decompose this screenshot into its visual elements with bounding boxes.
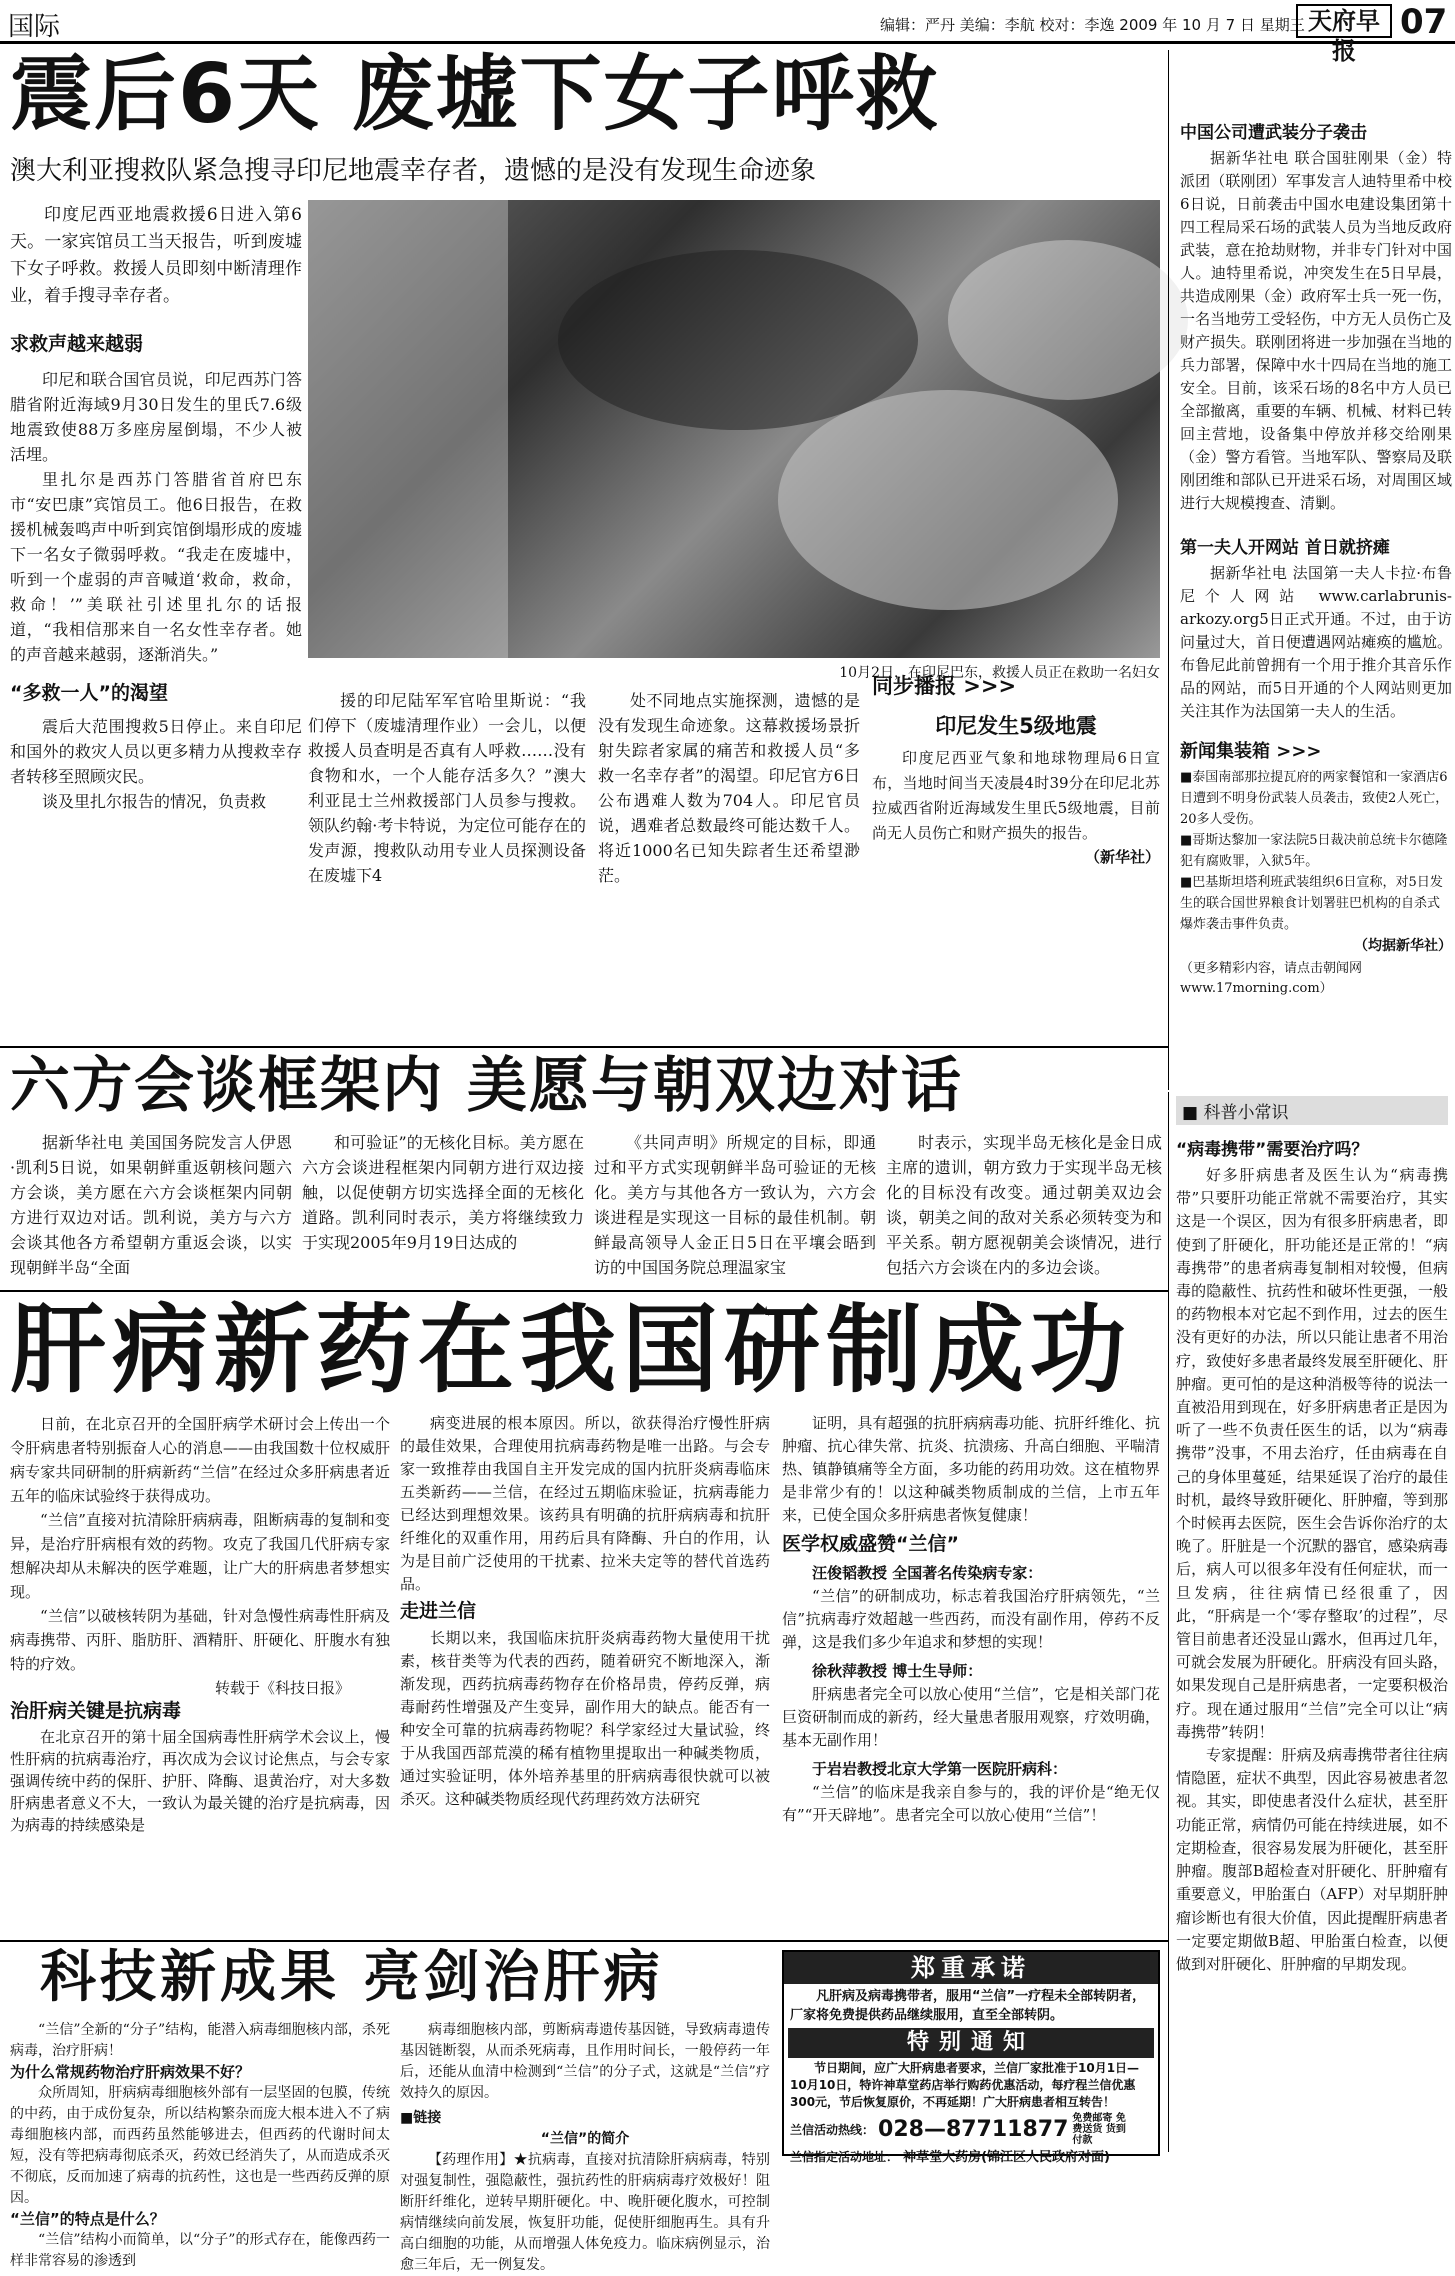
story1-col2 [308,688,586,1038]
sync-source: （新华社） [1084,848,1160,866]
story2-col3 [594,1130,876,1280]
newspaper-logo: 天府早报 [1296,4,1392,38]
ad2-headline: 科技新成果 亮剑治肝病 [40,1945,664,2010]
ad2-col2 [400,2020,770,2273]
address-text: 神草堂大药房(锦江区人民政府对面) [903,2150,1110,2165]
story1-p1: 印尼和联合国官员说，印尼西苏门答腊省附近海域9月30日发生的里氏7.6级地震致使88万多座房屋倒塌，不少人被活埋。 [10,370,302,464]
story2-col1 [10,1130,292,1280]
news-box-item: ■哥斯达黎加一家法院5日裁决前总统卡尔德隆犯有腐败罪，入狱5年。 [1180,833,1448,869]
sidebar-body-1: 据新华社电 联合国驻刚果（金）特派团（联刚团）军事发言人迪特里希中校6日说，日前袭击中国水电建设集团第十四工程局采石场的武装人员为当地反政府武装，意在抢劫财物，并非专门针对中国人。迪特里希说，冲突发生在5日早晨，共造成刚果（金）政府军士兵一死一伤，一名当地劳工受轻伤，中方无人员伤亡及财产损失。联刚团将进一步加强在当地的兵力部署，保障中水十四局在当地的施工安全。目前，该采石场的8名中方人员已全部撤离，重要的车辆、机械、材料已转回主营地，设备集中停放并移交给刚果（金）警方看管。当地军队、警察局及联刚团维和部队已开进采石场，对周围区域进行大规模搜查、清剿。 [1180,149,1452,512]
ad1-lead [10,1412,390,1702]
address-row [784,2146,1158,2165]
ad2-a2: “兰信”结构小而简单，以“分子”的形式存在，能像西药一样非常容易的渗透到 [10,2232,390,2269]
ad1-lead-3: “兰信”以破核转阴为基础，针对急慢性病毒性肝病及病毒携带、丙肝、脂肪肝、酒精肝、肝硬化、肝腹水有独特的疗效。 [10,1607,390,1673]
expert-1-name: 汪俊韬教授 全国著名传染病专家： [812,1564,1043,1582]
ad2-col2-text: 病毒细胞核内部，剪断病毒遗传基因链，导致病毒遗传基因链断裂，从而杀死病毒，且作用时间长，一般停药一年后，还能从血清中检测到“兰信”的分子式，这就是“兰信”疗效持久的原因。 [400,2022,770,2101]
story1-col1 [10,202,302,1042]
section-name: 国际 [8,12,61,42]
sync-body: 印度尼西亚气象和地球物理局6日宣布，当地时间当天凌晨4时39分在印尼北苏拉威西省附近海域发生里氏5级地震，目前尚无人员伤亡和财产损失的报告。 [872,749,1160,842]
notice-body: 节日期间，应广大肝病患者要求，兰信厂家批准于10月1日—10月10日，特许神草堂药店举行购药优惠活动，每疗程兰信优惠300元，节后恢复原价，不再延期！广大肝病患者相互转告！ [790,2061,1140,2109]
hotline-number[interactable]: 028—87711877 [878,2117,1069,2142]
hotline-note: 免费邮寄 免费送货 货到付款 [1072,2113,1126,2146]
story1-deck: 澳大利亚搜救队紧急搜寻印尼地震幸存者，遗憾的是没有发现生命迹象 [10,156,817,186]
page-number: 07 [1400,2,1448,42]
story2-col1-text: 据新华社电 美国国务院发言人伊恩·凯利5日说，如果朝鲜重返朝核问题六方会谈，美方愿在六方会谈框架内同朝方进行双边对话。凯利说，美方与六方会谈其他各方希望朝方重返会谈，以实现朝鲜半岛“全面 [10,1133,292,1277]
ad1-col1-text: 在北京召开的第十届全国病毒性肝病学术会议上，慢性肝病的抗病毒治疗，再次成为会议讨论焦点，与会专家强调传统中药的保肝、护肝、降酶、退黄治疗，对大多数肝病患者意义不大，一致认为最关键的治疗是抗病毒，因为病毒的持续感染是 [10,1728,390,1834]
ad2-divider [0,1940,1168,1942]
promo-body: 凡肝病及病毒携带者，服用“兰信”一疗程未全部转阴者，厂家将免费提供药品继续服用，直至全部转阴。 [790,1989,1146,2023]
sidebar [1180,118,1452,1078]
sidebar-title-1: 中国公司遭武装分子袭击 [1180,123,1367,143]
expert-2-quote: 肝病患者完全可以放心使用“兰信”，它是相关部门花巨资研制而成的新药，经大量患者服用观察，疗效明确，基本无副作用！ [782,1685,1160,1749]
ad2-q2: “兰信”的特点是什么？ [10,2210,165,2228]
sidebar-divider [1168,50,1169,1090]
story1-p2: 里扎尔是西苏门答腊省首府巴东市“安巴康”宾馆员工。他6日报告，在救援机械轰鸣声中听到宾馆倒塌形成的废墟下一名女子微弱呼救。“我走在废墟中，听到一个虚弱的声音喊道‘救命，救命，救命！’”美联社引述里扎尔的话报道，“我相信那来自一名女性幸存者。她的声音越来越弱，逐渐消失。” [10,470,302,664]
science-label: ■ 科普小常识 [1176,1096,1448,1125]
news-box-item: ■泰国南部那拉提瓦府的两家餐馆和一家酒店6日遭到不明身份武装人员袭击，致使2人死亡，20多人受伤。 [1180,770,1449,827]
story1-sub1: 求救声越来越弱 [10,333,144,355]
science-body: 好多肝病患者及医生认为“病毒携带”只要肝功能正常就不需要治疗，其实这是一个误区，因为有很多肝病患者，即使到了肝硬化，肝功能还是正常的！“病毒携带”的患者病毒复制相对较慢，但病毒的隐蔽性、抗药性和破坏性更强，一般的药物根本对它起不到作用，过去的医生没有更好的办法，所以只能让患者不用治疗，致使好多患者最终发展至肝硬化、肝肿瘤。更可怕的是这种消极等待的说法一直被沿用到现在，好多肝病患者正是因为听了一些不负责任医生的话，以为“病毒携带”没事，不用去治疗，任由病毒在自己的身体里蔓延，结果延误了治疗的最佳时机，最终导致肝硬化、肝肿瘤，等到那个时候再去医院，医生会告诉你治疗的太晚了。肝脏是一个沉默的器官，感染病毒后，病人可以很多年没有任何症状，而一旦发病，往往病情已经很重了，因此，“肝病是一个‘零存整取’的过程”，尽管目前患者还没显山露水，但再过几年，可就会发展为肝硬化。肝病没有回头路，如果发现自己是肝病患者，一定要积极治疗。现在通过服用“兰信”完全可以让“病毒携带”转阴！ [1176,1166,1448,1741]
story1-lead: 印度尼西亚地震救援6日进入第6天。一家宾馆员工当天报告，听到废墟下女子呼救。救援人员即刻中断清理作业，着手搜寻幸存者。 [10,205,302,306]
ad2-col1 [10,2020,390,2269]
story2-col4-text: 时表示，实现半岛无核化是金日成主席的遗训，朝方致力于实现半岛无核化的目标没有改变。通过朝美双边会谈，朝美之间的敌对关系必须转变为和平关系。朝方愿视朝美会谈情况，进行包括六方会谈在内的多边会谈。 [886,1133,1162,1277]
ad1-sub1: 治肝病关键是抗病毒 [10,1700,182,1722]
story1-sub2: “多救一人”的渴望 [10,682,168,704]
story2-headline: 六方会谈框架内 美愿与朝双边对话 [10,1051,963,1121]
ad1-col3-text: 证明，具有超强的抗肝病病毒功能、抗肝纤维化、抗肿瘤、抗心律失常、抗炎、抗溃疡、升高白细胞、平喘清热、镇静镇痛等全方面，多功能的药用功效。这在植物界是非常少有的！以这种碱类物质制成的兰信，上市五年来，已使全国众多肝病患者恢复健康！ [782,1414,1160,1524]
expert-3-name: 于岩岩教授北京大学第一医院肝病科： [812,1760,1068,1778]
address-label: 兰信指定活动地址： [790,2150,899,2164]
editor-credits: 编辑：严丹 美编：李航 校对：李逸 2009 年 10 月 7 日 星期三 [880,16,1305,34]
expert-2-name: 徐秋萍教授 博士生导师： [812,1662,983,1680]
expert-1-quote: “兰信”的研制成功，标志着我国治疗肝病领先，“兰信”抗病毒疗效超越一些西药，而没有副作用，停药不反弹，这是我们多少年追求和梦想的实现！ [782,1587,1160,1651]
sync-title: 印尼发生5级地震 [935,714,1097,738]
sync-label: 同步播报 >>> [872,674,1017,698]
ad1-sub3: 医学权威盛赞“兰信” [782,1533,959,1555]
story2-col2 [302,1130,584,1280]
more-content-link[interactable]: （更多精彩内容，请点击朝闻网 www.17morning.com） [1180,961,1363,996]
news-box-item: ■巴基斯坦塔利班武装组织6日宣称，对5日发生的联合国世界粮食计划署驻巴机构的自杀式爆炸袭击事件负责。 [1180,875,1443,932]
ad1-col2-more: 长期以来，我国临床抗肝炎病毒药物大量使用干扰素，核苷类等为代表的西药，随着研究不断地深入，渐渐发现，西药抗病毒药物存在价格昂贵，停药反弹，病毒耐药性增强及产生变异，副作用大的缺点。能否有一种安全可靠的抗病毒药物呢？科学家经过大量试验，终于从我国西部荒漠的稀有植物里提取出一种碱类物质，通过实验证明，体外培养基里的肝病病毒很快就可以被杀灭。这种碱类物质经现代药理药效方法研究 [400,1629,770,1808]
story1-p4: 谈及里扎尔报告的情况，负责救 [42,792,267,811]
story1-p3: 震后大范围搜救5日停止。来自印尼和国外的救灾人员以更多精力从搜救幸存者转移至照顾灾民。 [10,717,302,786]
phone-row [784,2113,1158,2146]
photo-illustration [308,200,1160,658]
news-box-title: 新闻集装箱 >>> [1180,741,1322,762]
promo-title: 郑重承诺 [784,1952,1158,1984]
hotline-label: 兰信活动热线： [790,2123,875,2137]
story2-col3-text: 《共同声明》所规定的目标，即通过和平方式实现朝鲜半岛可验证的无核化。美方与其他各方一致认为，六方会谈进程是实现这一目标的最佳机制。朝鲜最高领导人金正日5日在平壤会晤到访的中国国务院总理温家宝 [594,1133,876,1277]
ad1-sub2: 走进兰信 [400,1600,477,1622]
story-divider [0,1046,1168,1048]
ad1-lead-1: 日前，在北京召开的全国肝病学术研讨会上传出一个令肝病患者特别振奋人心的消息——由我国数十位权威肝病专家共同研制的肝病新药“兰信”在经过众多肝病患者近五年的临床试验终于获得成功。 [10,1415,390,1505]
notice-title: 特别通知 [788,2028,1154,2058]
expert-3-quote: “兰信”的临床是我亲自参与的，我的评价是“绝无仅有”“开天辟地”。患者完全可以放心使用“兰信”！ [782,1783,1160,1824]
story1-col2-text: 援的印尼陆军军官哈里斯说：“我们停下（废墟清理作业）一会儿，以便救援人员查明是否真有人呼救……没有食物和水，一个人能存活多久？”澳大利亚昆士兰州救援部门人员参与搜救。领队约翰·考卡特说，为定位可能存在的发声源，搜救队动用专业人员探测设备在废墟下4 [308,691,586,885]
promo-box [782,1950,1160,2165]
ad2-q1: 为什么常规药物治疗肝病效果不好？ [10,2063,251,2081]
ad2-intro: “兰信”全新的“分子”结构，能潜入病毒细胞核内部，杀死病毒，治疗肝病！ [10,2022,390,2059]
story1-col3 [598,688,860,1038]
sync-report-box [872,664,1160,1042]
page-header [0,0,1455,65]
ad1-headline: 肝病新药在我国研制成功 [10,1294,1132,1406]
ad2-link-label: ■链接 [400,2110,442,2126]
ad1-col2 [400,1412,770,1937]
science-body-2: 专家提醒：肝病及病毒携带者往往病情隐匿，症状不典型，因此容易被患者忽视。其实，即使患者没什么症状，甚至肝功能正常，病情仍可能在持续进展，如不定期检查，很容易发展为肝硬化，甚至肝肿瘤。腹部B超检查对肝硬化、肝肿瘤有重要意义，甲胎蛋白（AFP）对早期肝肿瘤诊断也有很大价值，因此提醒肝病患者一定要定期做B超、甲胎蛋白检查，以便做到对肝硬化、肝肿瘤的早期发现。 [1176,1746,1448,1973]
science-title: “病毒携带”需要治疗吗？ [1176,1140,1369,1160]
ad1-lead-2: “兰信”直接对抗清除肝病病毒，阻断病毒的复制和变异，是治疗肝病根有效的药物。攻克了我国几代肝病专家想解决却从未解决的医学难题，让广大的肝病患者梦想实现。 [10,1511,390,1601]
ad-divider [0,1290,1168,1292]
sidebar-body-2: 据新华社电 法国第一夫人卡拉·布鲁尼个人网站 www.carlabrunis-arkozy.org5日正式开通。不过，由于访问量过大，首日便遭遇网站瘫痪的尴尬。布鲁尼此前曾拥有一个用于推介其音乐作品的网站，而5日开通的个人网站则更加关注其作为法国第一夫人的生活。 [1180,564,1452,720]
ad2-a1: 众所周知，肝病病毒细胞核外部有一层坚固的包膜，传统的中药，由于成份复杂，所以结构繁杂而庞大根本进入不了病毒细胞核内部，而西药虽然能够进去，但西药的代谢时间太短，没有等把病毒彻底杀灭，药效已经消失了，从而造成杀灭不彻底，反而加速了病毒的抗药性，这也是一些西药反弹的原因。 [10,2085,390,2206]
ad2-intro-body: 【药理作用】★抗病毒，直接对抗清除肝病病毒，特别对强复制性，强隐蔽性，强抗药性的肝病病毒疗效极好！阻断肝纤维化，逆转早期肝硬化。中、晚肝硬化腹水，可控制病情继续向前发展，恢复肝功能，促使肝细胞再生。具有升高白细胞的功能，从而增强人体免疫力。临床病例显示，治愈三年后，无一例复发。 [400,2152,770,2273]
ad1-col2-text: 病变进展的根本原因。所以，欲获得治疗慢性肝病的最佳效果，合理使用抗病毒药物是唯一出路。与会专家一致推荐由我国自主开发完成的国内抗肝炎病毒临床五类新药——兰信，在经过五期临床验证，抗病毒能力已经达到理想效果。该药具有明确的抗肝病病毒和抗肝纤维化的双重作用，用药后具有降酶、升白的作用，认为是目前广泛使用的干扰素、拉米夫定等的替代首选药品。 [400,1414,770,1593]
story1-col3-text: 处不同地点实施探测，遗憾的是没有发现生命迹象。这幕救援场景折射失踪者家属的痛苦和救援人员“多救一名幸存者”的渴望。印尼官方6日公布遇难人数为704人。印尼官员说，遇难者总数最终可能达数千人。将近1000名已知失踪者生还希望渺茫。 [598,691,860,885]
science-column [1176,1096,1448,2156]
ad1-col1 [10,1700,390,1935]
earthquake-rescue-photo [308,200,1160,658]
science-divider [1168,1092,1169,2152]
ad1-col3 [782,1412,1160,1937]
ad1-reprint: 转载于《科技日报》 [214,1679,350,1697]
sidebar-title-2: 第一夫人开网站 首日就挤瘫 [1180,538,1390,558]
photo-caption: 10月2日，在印尼巴东，救援人员正在救助一名妇女 [839,665,1160,681]
ad2-intro-title: “兰信”的简介 [540,2131,630,2147]
story2-col2-text: 和可验证”的无核化目标。美方愿在六方会谈进程框架内同朝方进行双边接触，以促使朝方切实选择全面的无核化道路。凯利同时表示，美方将继续致力于实现2005年9月19日达成的 [302,1133,584,1252]
story2-col4 [886,1130,1162,1280]
news-box-source: （均据新华社） [1354,938,1452,954]
story1-headline: 震后6天 废墟下女子呼救 [10,47,940,142]
